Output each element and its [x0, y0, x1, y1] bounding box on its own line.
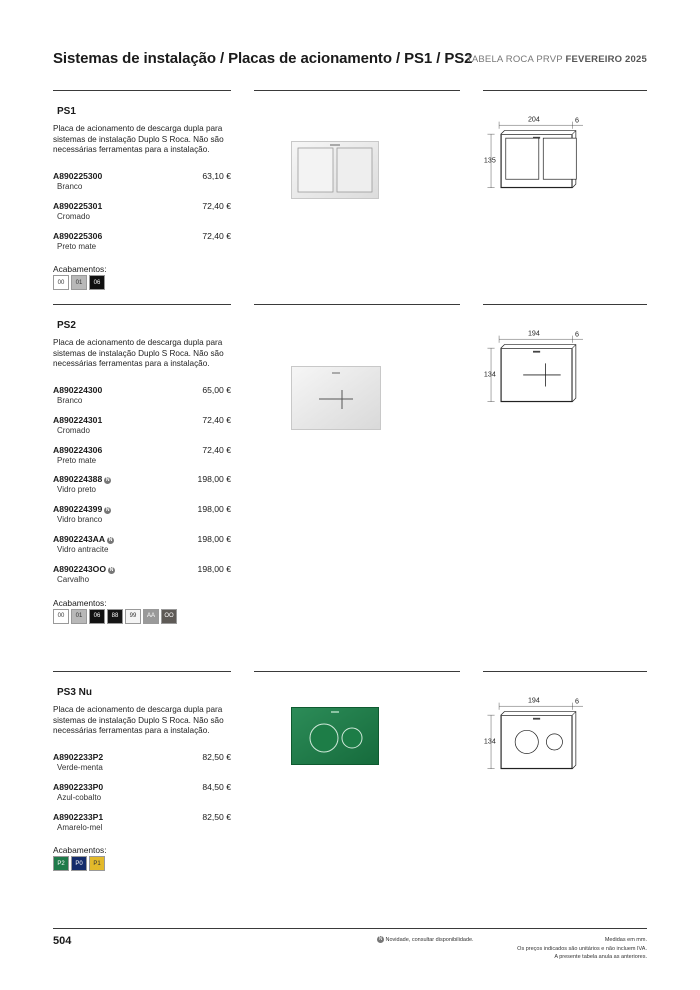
finish-swatch: P2	[53, 856, 69, 871]
product-code	[53, 474, 111, 484]
finish-swatches	[53, 275, 105, 290]
product-series-name: PS1	[57, 106, 76, 117]
product-row	[53, 752, 231, 778]
product-finish-name: Preto mate	[57, 241, 97, 251]
product-price: 84,50 €	[202, 781, 231, 792]
svg-text:6: 6	[574, 697, 579, 706]
svg-text:6: 6	[574, 116, 579, 125]
product-code-text: A8902243AA	[53, 534, 106, 544]
footer-divider	[53, 928, 647, 929]
footer-legal-line: Medidas em mm.	[604, 937, 647, 943]
new-badge-icon: N	[105, 477, 110, 484]
product-code-text: A890225301	[53, 200, 103, 211]
product-price: 198,00 €	[197, 534, 231, 544]
page-title: Sistemas de instalação / Placas de acionamento / PS1 / PS2	[53, 50, 473, 67]
product-code	[53, 564, 115, 574]
product-finish-name: Preto mate	[57, 455, 97, 465]
product-price: 198,00 €	[197, 504, 231, 515]
product-code-text: A890225306	[53, 230, 103, 241]
finish-swatches	[53, 856, 105, 871]
product-row	[53, 445, 231, 471]
product-code	[53, 385, 102, 395]
product-photo	[291, 141, 379, 204]
product-price: 198,00 €	[197, 563, 231, 574]
product-code-text: A890224306	[53, 444, 103, 455]
product-finish-name: Vidro preto	[57, 485, 96, 495]
finish-swatches	[53, 609, 177, 624]
technical-drawing	[483, 687, 583, 784]
product-row	[53, 415, 231, 441]
section-divider	[483, 304, 647, 305]
product-code	[53, 812, 103, 822]
product-code-text: A890224399	[53, 504, 103, 515]
product-finish-name: Vidro antracite	[57, 545, 109, 554]
product-row	[53, 231, 231, 257]
svg-text:134: 134	[483, 370, 496, 379]
price-list-edition	[467, 54, 647, 65]
product-row	[53, 171, 231, 197]
finish-swatch: P1	[89, 856, 105, 871]
svg-text:194: 194	[527, 329, 540, 338]
product-code	[53, 415, 102, 425]
product-photo	[291, 366, 381, 435]
product-price: 72,40 €	[202, 444, 231, 455]
new-badge-icon: N	[108, 537, 113, 543]
finish-swatch: 06	[89, 275, 105, 290]
product-code-text: A890224301	[53, 414, 103, 425]
product-row	[53, 474, 231, 500]
product-finish-name: Amarelo-mel	[57, 822, 103, 832]
svg-text:204: 204	[527, 115, 540, 124]
footer-legal	[517, 936, 647, 962]
section-divider	[53, 304, 231, 305]
novelty-note	[375, 936, 474, 943]
product-code	[53, 504, 111, 514]
product-description: Placa de acionamento de descarga dupla para sistemas de instalação Duplo S Roca. Não são necessárias ferramentas para a instalação.	[53, 705, 224, 736]
section-divider	[254, 90, 460, 91]
finish-swatch: 01	[71, 609, 87, 624]
new-badge-icon: N	[378, 936, 383, 942]
product-code-text: A8902233P1	[53, 811, 104, 822]
new-badge-icon: N	[109, 566, 114, 573]
finish-swatch: 00	[53, 609, 69, 624]
svg-text:194: 194	[527, 696, 540, 705]
product-price: 198,00 €	[197, 474, 231, 485]
product-code	[53, 201, 102, 211]
section-divider	[254, 304, 460, 305]
finishes-label: Acabamentos:	[53, 597, 107, 608]
product-series-name: PS2	[57, 320, 76, 331]
technical-drawing	[483, 106, 583, 203]
novelty-note-text: Novidade, consultar disponibilidade.	[385, 937, 474, 943]
product-code	[53, 534, 114, 544]
page-header	[53, 50, 647, 72]
finish-swatch: 99	[125, 609, 141, 624]
product-row	[53, 782, 231, 808]
section-divider	[53, 90, 231, 91]
footer-legal-line: A presente tabela anula as anteriores.	[554, 954, 647, 960]
page-number: 504	[53, 935, 72, 947]
product-finish-name: Azul-cobalto	[57, 792, 102, 802]
svg-text:6: 6	[574, 330, 579, 339]
finishes-label: Acabamentos:	[53, 264, 107, 275]
product-code-text: A8902233P0	[53, 781, 104, 792]
product-description: Placa de acionamento de descarga dupla para sistemas de instalação Duplo S Roca. Não são necessárias ferramentas para a instalação.	[53, 124, 224, 155]
product-price: 72,40 €	[202, 200, 231, 211]
product-price: 65,00 €	[202, 385, 231, 395]
product-code	[53, 445, 102, 455]
finish-swatch: 06	[89, 609, 105, 624]
product-code-text: A890225300	[53, 171, 103, 181]
product-finish-name: Branco	[57, 396, 83, 405]
product-row	[53, 201, 231, 227]
product-code-text: A890224300	[53, 385, 103, 395]
price-list-name: TABELA ROCA PRVP	[466, 54, 563, 65]
product-finish-name: Branco	[57, 182, 83, 191]
product-series-name: PS3 Nu	[57, 687, 93, 698]
product-photo	[291, 707, 379, 770]
product-code	[53, 752, 103, 762]
product-row	[53, 812, 231, 838]
product-price: 82,50 €	[202, 752, 231, 762]
product-row	[53, 385, 231, 411]
technical-drawing	[483, 320, 583, 417]
product-row	[53, 504, 231, 530]
new-badge-icon: N	[105, 507, 110, 514]
price-list-date: FEVEREIRO 2025	[565, 54, 647, 65]
product-price: 82,50 €	[202, 811, 231, 822]
product-code-text: A890224388	[53, 474, 103, 485]
product-code	[53, 231, 102, 241]
product-price: 63,10 €	[202, 171, 231, 181]
product-finish-name: Cromado	[57, 211, 90, 221]
finish-swatch: P0	[71, 856, 87, 871]
product-code-text: A8902233P2	[53, 752, 104, 762]
section-divider	[483, 671, 647, 672]
svg-text:134: 134	[483, 737, 496, 746]
section-divider	[53, 671, 231, 672]
product-code-text: A8902243OO	[53, 563, 107, 574]
product-row	[53, 534, 231, 560]
finishes-label: Acabamentos:	[53, 845, 107, 856]
product-finish-name: Vidro branco	[57, 515, 103, 525]
finish-swatch: 00	[53, 275, 69, 290]
product-row	[53, 564, 231, 590]
product-finish-name: Cromado	[57, 425, 90, 435]
product-code	[53, 782, 103, 792]
svg-text:135: 135	[483, 156, 496, 165]
finish-swatch: OO	[161, 609, 177, 624]
product-price: 72,40 €	[202, 414, 231, 425]
section-divider	[483, 90, 647, 91]
product-finish-name: Verde-menta	[57, 763, 103, 772]
product-code	[53, 171, 102, 181]
footer-legal-line: Os preços indicados são unitários e não incluem IVA.	[517, 945, 647, 952]
product-description: Placa de acionamento de descarga dupla para sistemas de instalação Duplo S Roca. Não são necessárias ferramentas para a instalação.	[53, 338, 224, 369]
product-finish-name: Carvalho	[57, 574, 90, 584]
finish-swatch: 01	[71, 275, 87, 290]
finish-swatch: AA	[143, 609, 159, 624]
finish-swatch: 88	[107, 609, 123, 624]
section-divider	[254, 671, 460, 672]
product-price: 72,40 €	[202, 230, 231, 241]
